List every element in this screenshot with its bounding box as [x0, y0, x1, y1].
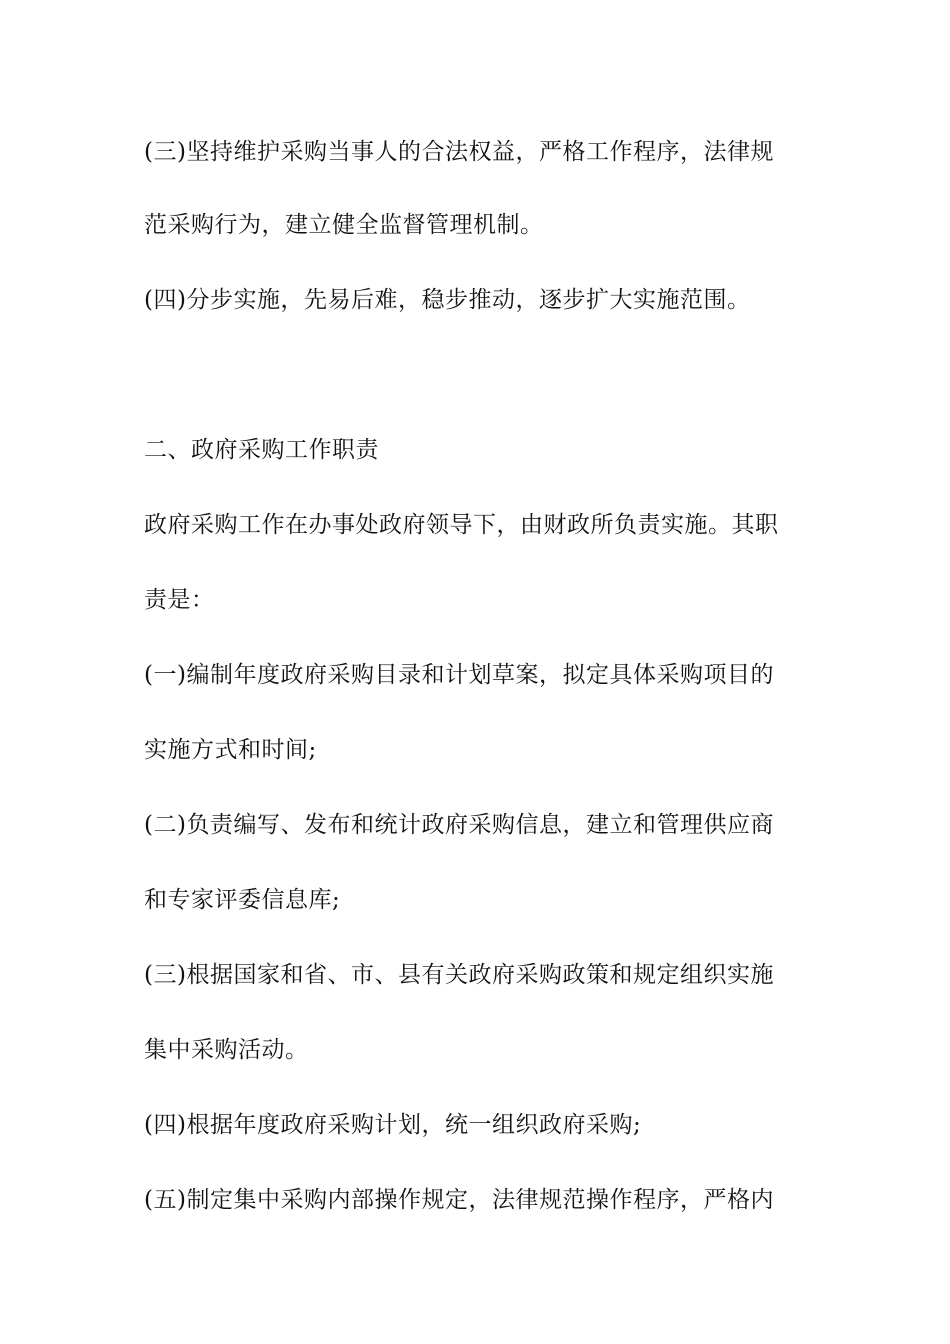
duty-2-line-1: (二)负责编写、发布和统计政府采购信息，建立和管理供应商	[144, 812, 774, 838]
duty-4: (四)根据年度政府采购计划，统一组织政府采购;	[144, 1112, 642, 1138]
intro-paragraph-line-2: 责是：	[144, 587, 215, 613]
duty-2-line-2: 和专家评委信息库;	[144, 887, 341, 913]
duty-3-line-2: 集中采购活动。	[144, 1037, 309, 1063]
paragraph-3-line-2: 范采购行为，建立健全监督管理机制。	[144, 212, 544, 238]
duty-5-line-1: (五)制定集中采购内部操作规定，法律规范操作程序，严格内	[144, 1187, 774, 1213]
section-heading-2: 二、政府采购工作职责	[144, 437, 379, 463]
intro-paragraph-line-1: 政府采购工作在办事处政府领导下，由财政所负责实施。其职	[144, 512, 779, 538]
paragraph-4: (四)分步实施，先易后难，稳步推动，逐步扩大实施范围。	[144, 287, 751, 313]
duty-3-line-1: (三)根据国家和省、市、县有关政府采购政策和规定组织实施	[144, 962, 774, 988]
duty-1-line-1: (一)编制年度政府采购目录和计划草案，拟定具体采购项目的	[144, 662, 774, 688]
duty-1-line-2: 实施方式和时间;	[144, 737, 317, 763]
paragraph-3-line-1: (三)坚持维护采购当事人的合法权益，严格工作程序，法律规	[144, 139, 774, 165]
